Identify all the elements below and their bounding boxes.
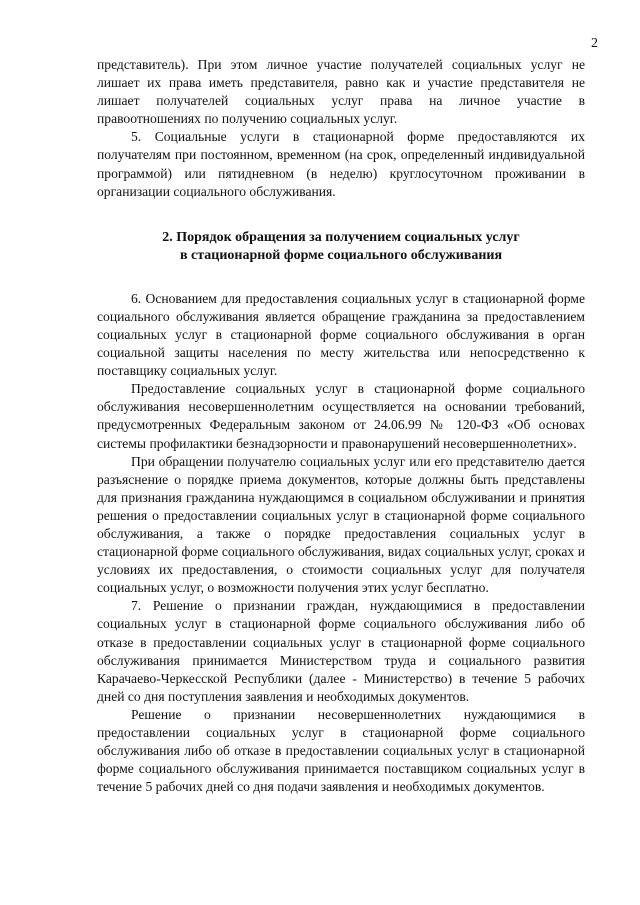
paragraph-item-6: 6. Основанием для предоставления социальных услуг в стационарной форме социального обслуживания является обращение гражданина за предоставлением социальных услуг в стационарной форме социального обслуживания в орган социальной защиты населения по месту жительства или непосредственно к поставщику социальных услуг.	[97, 290, 585, 379]
page-number: 2	[591, 36, 598, 51]
paragraph-minors-decision: Решение о признании несовершеннолетних нуждающимися в предоставлении социальных услуг в стационарной форме социального обслуживания либо об отказе в предоставлении социальных услуг в стационарной форме социального обслуживания принимается поставщиком социальных услуг в течение 5 рабочих дней со дня подачи заявления и необходимых документов.	[97, 706, 585, 795]
paragraph-item-5: 5. Социальные услуги в стационарной форме предоставляются их получателям при постоянном, временном (на срок, определенный индивидуальной программой) или пятидневном (в неделю) круглосуточном проживании в организации социального обслуживания.	[97, 129, 585, 199]
section-heading-line-2: в стационарной форме социального обслуживания	[179, 248, 503, 264]
section-heading	[97, 229, 585, 266]
section-heading-line-1: 2. Порядок обращения за получением социальных услуг	[162, 229, 520, 245]
document-body	[97, 56, 585, 796]
paragraph-explanation: При обращении получателю социальных услуг или его представителю дается разъяснение о порядке приема документов, которые должны быть представлены для признания гражданина нуждающимся в социальном обслуживании и принятия решения о предоставлении социальных услуг в стационарной форме социального обслуживания, а также о порядке предоставления социальных услуг в стационарной форме социального обслуживания, видах социальных услуг, сроках и условиях их предоставления, о стоимости социальных услуг для получателя социальных услуг, о возможности получения этих услуг бесплатно.	[97, 453, 585, 596]
paragraph-minors-basis: Предоставление социальных услуг в стационарной форме социального обслуживания несовершеннолетним осуществляется на основании требований, предусмотренных Федеральным законом от 24.06.99 № 120-ФЗ «Об основах системы профилактики безнадзорности и правонарушений несовершеннолетних».	[97, 381, 585, 451]
paragraph-item-7: 7. Решение о признании граждан, нуждающимися в предоставлении социальных услуг в стационарной форме социального обслуживания либо об отказе в предоставлении социальных услуг в стационарной форме социального обслуживания принимается Министерством труда и социального развития Карачаево-Черкесской Республики (далее - Министерство) в течение 5 рабочих дней со дня поступления заявления и необходимых документов.	[97, 598, 585, 704]
paragraph-continuation: представитель). При этом личное участие получателей социальных услуг не лишает их права иметь представителя, равно как и участие представителя не лишает получателей социальных услуг права на личное участие в правоотношениях по получению социальных услуг.	[97, 57, 585, 127]
